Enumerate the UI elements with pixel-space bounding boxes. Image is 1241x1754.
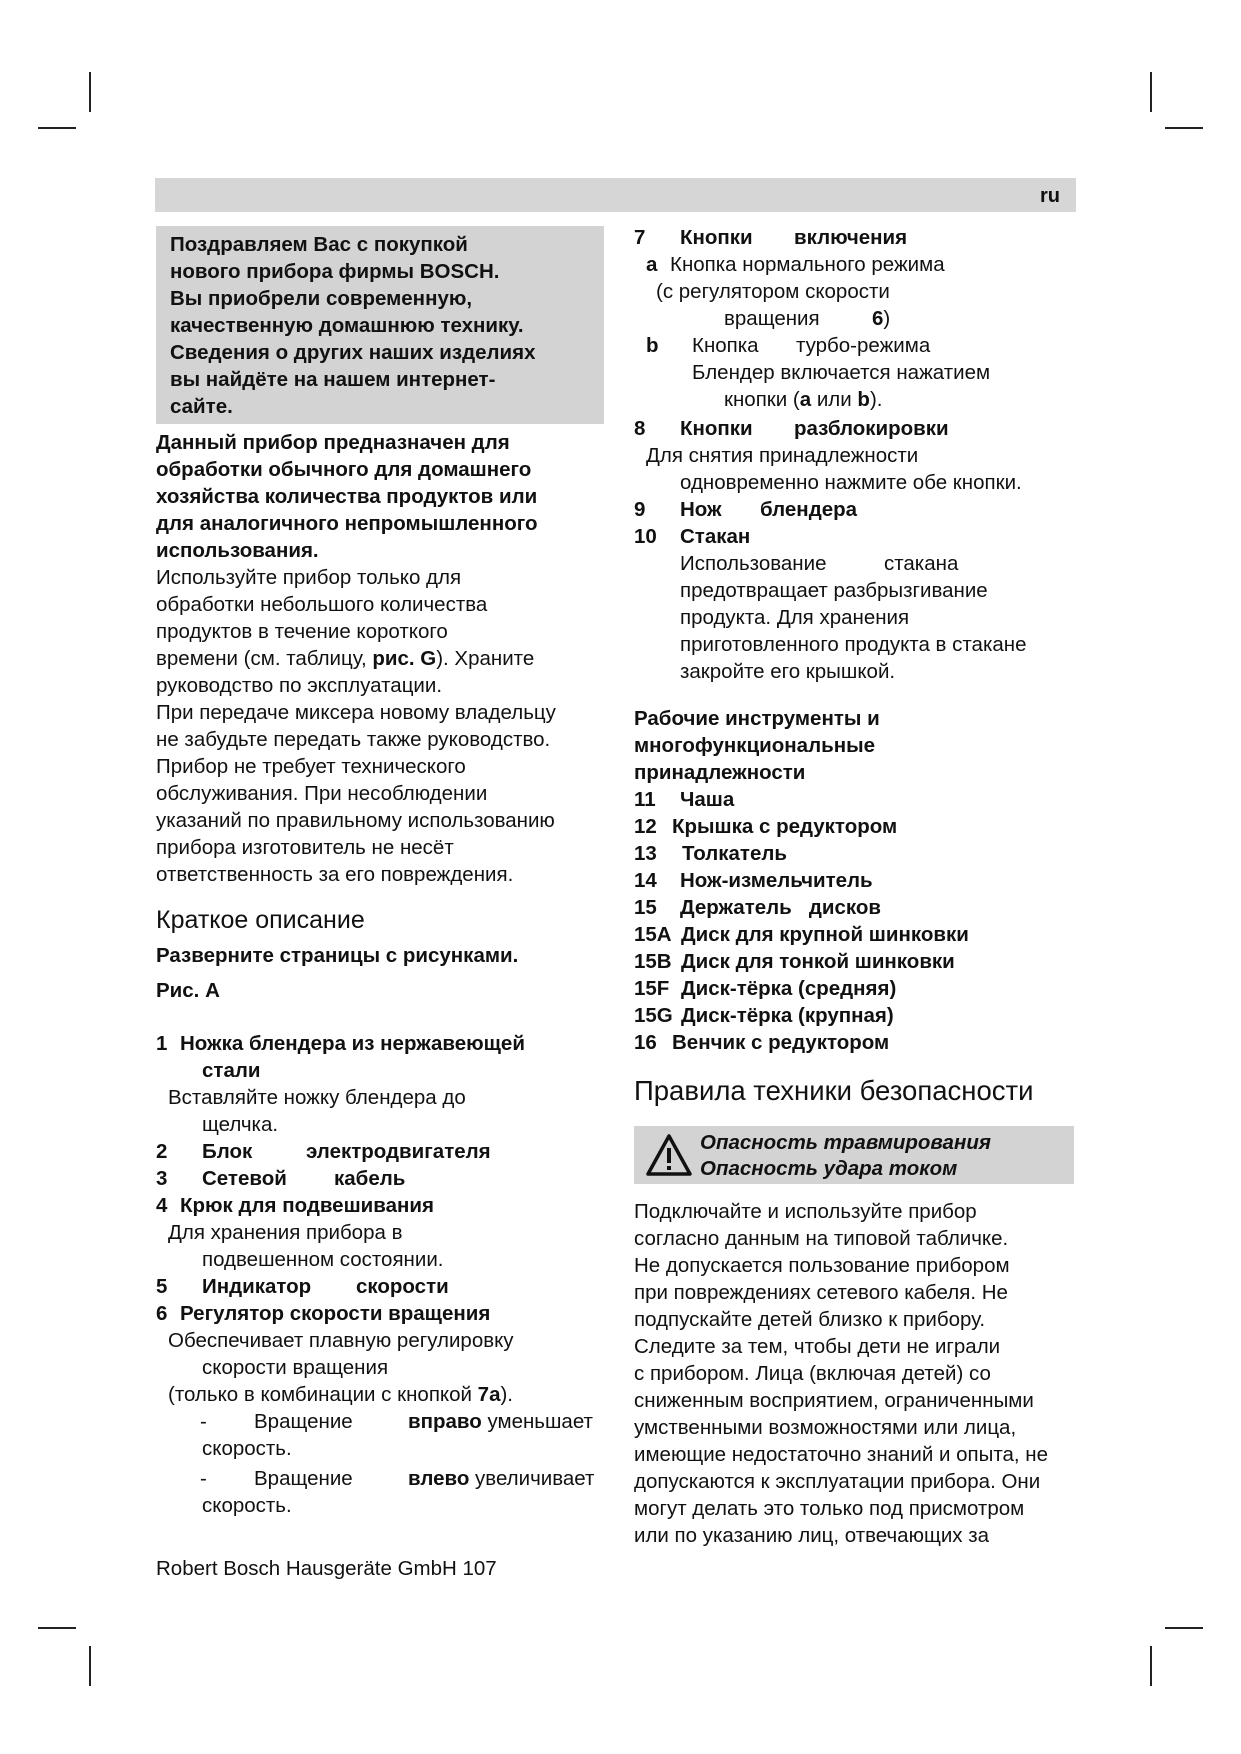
dash: - <box>200 1410 207 1433</box>
item-desc: скорости вращения <box>202 1356 389 1379</box>
list-item <box>634 975 1078 1002</box>
list-item <box>156 1165 608 1192</box>
item-title: Стакан <box>680 525 751 548</box>
sub-text: турбо-режима <box>796 334 931 357</box>
sub-desc: Блендер включается нажатием <box>692 361 991 384</box>
item-title: блендера <box>760 498 858 521</box>
warning-text <box>700 1130 991 1182</box>
item-number: 16 <box>634 1031 657 1054</box>
button-ref: b <box>857 388 870 411</box>
tools-heading <box>634 705 1078 786</box>
intro-line: Сведения о других наших изделиях <box>170 341 536 364</box>
handover-line: не забудьте передать также руководство. <box>156 728 551 751</box>
item-number: 10 <box>634 525 657 548</box>
purpose-line: обработки обычного для домашнего <box>156 458 532 481</box>
safety-line: Следите за тем, чтобы дети не играли <box>634 1335 1001 1358</box>
item-number: 15 <box>634 896 657 919</box>
item-number: 15B <box>634 950 672 973</box>
item-title: Диск для тонкой шинковки <box>681 950 955 973</box>
item-desc: подвешенном состоянии. <box>202 1248 444 1271</box>
list-item <box>634 813 1078 840</box>
item-desc: Для хранения прибора в <box>168 1221 403 1244</box>
item-title: Крюк для подвешивания <box>180 1194 434 1217</box>
safety-line: или по указанию лиц, отвечающих за <box>634 1524 990 1547</box>
list-item <box>634 894 1078 921</box>
handover-line: Прибор не требует технического <box>156 755 466 778</box>
item-title: Сетевой <box>202 1167 287 1190</box>
safety-line: могут делать это только под присмотром <box>634 1497 1025 1520</box>
handover-line: При передаче миксера новому владельцу <box>156 701 556 724</box>
warning-shock: Опасность удара током <box>700 1157 958 1180</box>
handover-line: прибора изготовитель не несёт <box>156 836 454 859</box>
list-item <box>156 1030 608 1057</box>
rule-text: Вращение <box>254 1410 353 1433</box>
item-title: Кнопки <box>680 417 753 440</box>
header-bar <box>155 178 1076 212</box>
intro-line: Вы приобрели современную, <box>170 287 473 310</box>
list-item <box>634 415 1078 442</box>
figure-label: Рис. A <box>156 979 220 1002</box>
rule-direction: вправо <box>408 1410 482 1433</box>
crop-mark <box>38 1627 76 1629</box>
item-title: стали <box>202 1059 261 1082</box>
item-title: кабель <box>334 1167 406 1190</box>
list-item <box>156 1273 608 1300</box>
safety-line: умственными возможностями или лица, <box>634 1416 1017 1439</box>
language-code: ru <box>1040 185 1060 207</box>
list-item <box>634 1002 1078 1029</box>
item-desc-text: стакана <box>884 552 959 575</box>
warning-box <box>634 1126 1074 1184</box>
list-item <box>634 224 1078 251</box>
item-number: 6 <box>156 1302 168 1325</box>
intro-line: Поздравляем Вас с покупкой <box>170 233 468 256</box>
usage-paragraph <box>156 564 608 699</box>
item-number: 1 <box>156 1032 168 1055</box>
list-item <box>634 786 1078 813</box>
list-item <box>156 1192 608 1219</box>
list-item <box>634 867 1078 894</box>
tools-list <box>634 786 1078 1056</box>
item-title: электродвигателя <box>306 1140 491 1163</box>
item-number: 7 <box>634 226 646 249</box>
tools-heading-line: принадлежности <box>634 761 806 784</box>
warning-injury: Опасность травмирования <box>700 1131 991 1154</box>
intro-line: нового прибора фирмы BOSCH. <box>170 260 500 283</box>
item-desc: одновременно нажмите обе кнопки. <box>680 471 1022 494</box>
safety-line: Подключайте и используйте прибор <box>634 1200 977 1223</box>
item-desc <box>634 550 1078 577</box>
dash: - <box>200 1467 207 1490</box>
usage-line: руководство по эксплуатации. <box>156 674 443 697</box>
button-ref: a <box>799 388 812 411</box>
handover-line: обслуживания. При несоблюдении <box>156 782 488 805</box>
intro-box <box>156 226 604 424</box>
purpose-line: Данный прибор предназначен для <box>156 431 510 454</box>
safety-line: при повреждениях сетевого кабеля. Не <box>634 1281 1008 1304</box>
list-item <box>634 1029 1078 1056</box>
usage-text: времени (см. таблицу, <box>156 647 373 670</box>
item-number: 8 <box>634 417 646 440</box>
purpose-paragraph <box>156 429 608 564</box>
sub-text: Кнопка <box>692 334 759 357</box>
item-title: разблокировки <box>794 417 949 440</box>
crop-mark <box>89 72 91 112</box>
sub-item <box>634 332 1078 359</box>
intro-line: качественную домашнюю технику. <box>170 314 524 337</box>
item-title: Нож <box>680 498 722 521</box>
item-title: Регулятор скорости вращения <box>180 1302 491 1325</box>
item-desc <box>156 1381 608 1408</box>
page-footer: Robert Bosch Hausgeräte GmbH 107 <box>156 1557 497 1580</box>
item-desc: закройте его крышкой. <box>680 660 896 683</box>
safety-line: имеющие недостаточно знаний и опыта, не <box>634 1443 1049 1466</box>
sub-item <box>634 251 1078 278</box>
list-item <box>634 523 1078 550</box>
item-number: 3 <box>156 1167 168 1190</box>
safety-line: сниженным восприятием, ограниченными <box>634 1389 1034 1412</box>
item-desc-text: Использование <box>680 552 827 575</box>
item-desc-text: (только в комбинации с кнопкой <box>168 1383 478 1406</box>
button-ref: 7a <box>477 1383 501 1406</box>
item-title: Держатель дисков <box>680 896 881 919</box>
rotation-rule <box>156 1465 608 1492</box>
item-desc: предотвращает разбрызгивание <box>680 579 988 602</box>
sub-desc <box>634 386 1078 413</box>
handover-paragraph <box>156 699 608 888</box>
crop-mark <box>1150 1646 1152 1686</box>
left-column <box>156 226 608 1519</box>
crop-mark <box>1150 72 1152 112</box>
list-item <box>634 948 1078 975</box>
list-item <box>156 1138 608 1165</box>
item-title: Индикатор <box>202 1275 312 1298</box>
list-item <box>634 921 1078 948</box>
regulator-ref: 6 <box>872 307 884 330</box>
warning-triangle-icon <box>646 1133 692 1177</box>
item-title: Диск для крупной шинковки <box>681 923 969 946</box>
safety-line: подпускайте детей близко к прибору. <box>634 1308 986 1331</box>
usage-line <box>156 645 608 672</box>
sub-desc-text: ). <box>869 388 883 411</box>
item-number: 4 <box>156 1194 168 1217</box>
sub-desc-text: ) <box>883 307 891 330</box>
safety-line: с прибором. Лица (включая детей) со <box>634 1362 991 1385</box>
sub-desc-text: вращения <box>724 307 820 330</box>
unfold-note: Разверните страницы с рисунками. <box>156 944 519 967</box>
item-title: Блок <box>202 1140 253 1163</box>
rule-text: Вращение <box>254 1467 353 1490</box>
parts-list-left <box>156 1030 608 1519</box>
intro-line: сайте. <box>170 395 233 418</box>
rule-direction: влево <box>408 1467 470 1490</box>
item-title: Диск-тёрка (крупная) <box>681 1004 894 1027</box>
right-column <box>634 224 1078 1549</box>
item-number: 15F <box>634 977 670 1000</box>
safety-line: согласно данным на типовой табличке. <box>634 1227 1009 1250</box>
item-desc-text: ). <box>500 1383 514 1406</box>
purpose-line: хозяйства количества продуктов или <box>156 485 538 508</box>
crop-mark <box>1165 1627 1203 1629</box>
item-title: Нож-измельчитель <box>680 869 873 892</box>
item-title: Кнопки <box>680 226 753 249</box>
rule-text: уменьшает <box>481 1410 593 1433</box>
item-title: Ножка блендера из нержавеющей <box>180 1032 525 1055</box>
list-item <box>634 840 1078 867</box>
item-number: 9 <box>634 498 646 521</box>
item-title: Венчик с редуктором <box>672 1031 890 1054</box>
handover-line: указаний по правильному использованию <box>156 809 555 832</box>
crop-mark <box>89 1646 91 1686</box>
tools-heading-line: многофункциональные <box>634 734 875 757</box>
rule-text: увеличивает <box>469 1467 595 1490</box>
sub-label: a <box>646 253 658 276</box>
safety-line: Не допускается пользование прибором <box>634 1254 1010 1277</box>
handover-line: ответственность за его повреждения. <box>156 863 514 886</box>
item-number: 2 <box>156 1140 168 1163</box>
usage-line: продуктов в течение короткого <box>156 620 448 643</box>
usage-line: Используйте прибор только для <box>156 566 462 589</box>
item-title: скорости <box>356 1275 449 1298</box>
safety-body <box>634 1198 1078 1549</box>
sub-desc-text: кнопки ( <box>724 388 800 411</box>
item-desc: приготовленного продукта в стакане <box>680 633 1027 656</box>
rotation-rule <box>156 1408 608 1435</box>
item-title: включения <box>794 226 908 249</box>
sub-label: b <box>646 334 659 357</box>
item-number: 11 <box>634 788 656 811</box>
item-number: 15A <box>634 923 672 946</box>
sub-desc: (с регулятором скорости <box>656 280 890 303</box>
purpose-line: для аналогичного непромышленного <box>156 512 538 535</box>
crop-mark <box>1165 127 1203 129</box>
item-title: Диск-тёрка (средняя) <box>681 977 897 1000</box>
usage-line: обработки небольшого количества <box>156 593 488 616</box>
tools-heading-line: Рабочие инструменты и <box>634 707 880 730</box>
safety-title: Правила техники безопасности <box>634 1075 1034 1106</box>
item-number: 5 <box>156 1275 168 1298</box>
list-item <box>634 496 1078 523</box>
item-desc: щелчка. <box>202 1113 279 1136</box>
item-title: Толкатель <box>682 842 787 865</box>
sub-desc-text: или <box>811 388 858 411</box>
sub-desc <box>634 305 1078 332</box>
item-title: Чаша <box>680 788 735 811</box>
list-item <box>156 1300 608 1327</box>
item-number: 15G <box>634 1004 673 1027</box>
item-number: 14 <box>634 869 657 892</box>
sub-text: Кнопка нормального режима <box>670 253 945 276</box>
rule-text: скорость. <box>202 1494 292 1517</box>
figure-ref: рис. G <box>372 647 437 670</box>
item-desc: Вставляйте ножку блендера до <box>168 1086 466 1109</box>
purpose-line: использования. <box>156 539 319 562</box>
item-desc: Обеспечивает плавную регулировку <box>168 1329 514 1352</box>
item-desc: Для снятия принадлежности <box>646 444 919 467</box>
crop-mark <box>38 127 76 129</box>
safety-line: допускаются к эксплуатации прибора. Они <box>634 1470 1041 1493</box>
item-desc: продукта. Для хранения <box>680 606 910 629</box>
item-number: 13 <box>634 842 657 865</box>
rule-text: скорость. <box>202 1437 292 1460</box>
item-title: Крышка с редуктором <box>672 815 898 838</box>
usage-text: ). Храните <box>436 647 535 670</box>
intro-line: вы найдёте на нашем интернет- <box>170 368 496 391</box>
item-number: 12 <box>634 815 657 838</box>
overview-title: Краткое описание <box>156 906 365 934</box>
